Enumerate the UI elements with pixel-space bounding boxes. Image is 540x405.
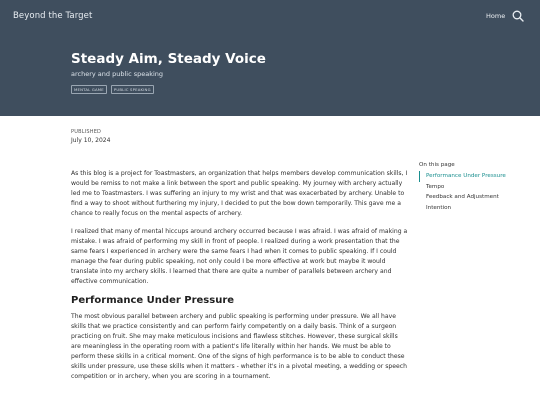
article-paragraph: I realized that many of mental hiccups around archery occurred because I was afraid. I was afraid of making a mistake. I was afraid of performing my skill in front of people. I realized during a work presentation that the same fears I experienced in archery were the same fears I had when it comes to public speaking. If I could manage the fear during public speaking, not only could I be more effective at work but maybe it would translate into my archery skills. I learned that there are quite a number of parallels between archery and effective communication. bbox=[71, 228, 408, 285]
section-heading-performance: Performance Under Pressure bbox=[71, 295, 235, 306]
toc-item-performance[interactable]: Performance Under Pressure bbox=[419, 171, 534, 182]
tag-mental-game[interactable]: MENTAL GAME bbox=[71, 85, 107, 94]
article-paragraph: As this blog is a project for Toastmasters, an organization that helps members develop communication skills, I would be remiss to not make a link between the sport and public speaking. My journey with archery actually led me to Toastmasters. I was suffering an injury to my wrist and that was exacerbated by archery. Unable to find a way to shoot without furthering my injury, I decided to put the bow down temporarily. This gave me a chance to really focus on the mental aspects of archery. bbox=[71, 170, 408, 217]
toc-item-feedback[interactable]: Feedback and Adjustment bbox=[426, 194, 499, 200]
page-subtitle: archery and public speaking bbox=[71, 70, 164, 78]
top-nav-bar bbox=[0, 0, 540, 34]
toc-item-intention[interactable]: Intention bbox=[426, 204, 452, 211]
search-icon[interactable] bbox=[512, 10, 524, 22]
table-of-contents bbox=[419, 162, 534, 213]
toc-title: On this page bbox=[419, 162, 455, 168]
article-paragraph: The most obvious parallel between archery and public speaking is performing under pressure. We all have skills that we practice consistently and can perform fairly competently on a daily basis. Think of a surgeon practicing on fruit. She may make meticulous incisions and flawless stitches. However, these surgical skills are meaningless in the operating room with a patient's life literally within her hands. We must be able to perform these skills in a critical moment. One of the signs of high performance is to be able to conduct these skills under pressure, use these skills when it matters - whether it's in a pivotal meeting, a wedding or speech competition or in archery, when you are scoring in a tournament. bbox=[71, 313, 407, 380]
published-label: PUBLISHED bbox=[71, 129, 102, 135]
article-body bbox=[71, 169, 409, 390]
tag-public-speaking[interactable]: PUBLIC SPEAKING bbox=[111, 85, 154, 94]
site-title-link[interactable]: Beyond the Target bbox=[13, 11, 93, 21]
nav-home-link[interactable]: Home bbox=[486, 12, 506, 20]
page-header bbox=[0, 0, 540, 116]
toc-item-tempo[interactable]: Tempo bbox=[426, 183, 445, 190]
published-date: July 10, 2024 bbox=[71, 137, 111, 144]
tag-list bbox=[71, 85, 154, 94]
page-title: Steady Aim, Steady Voice bbox=[71, 51, 266, 67]
